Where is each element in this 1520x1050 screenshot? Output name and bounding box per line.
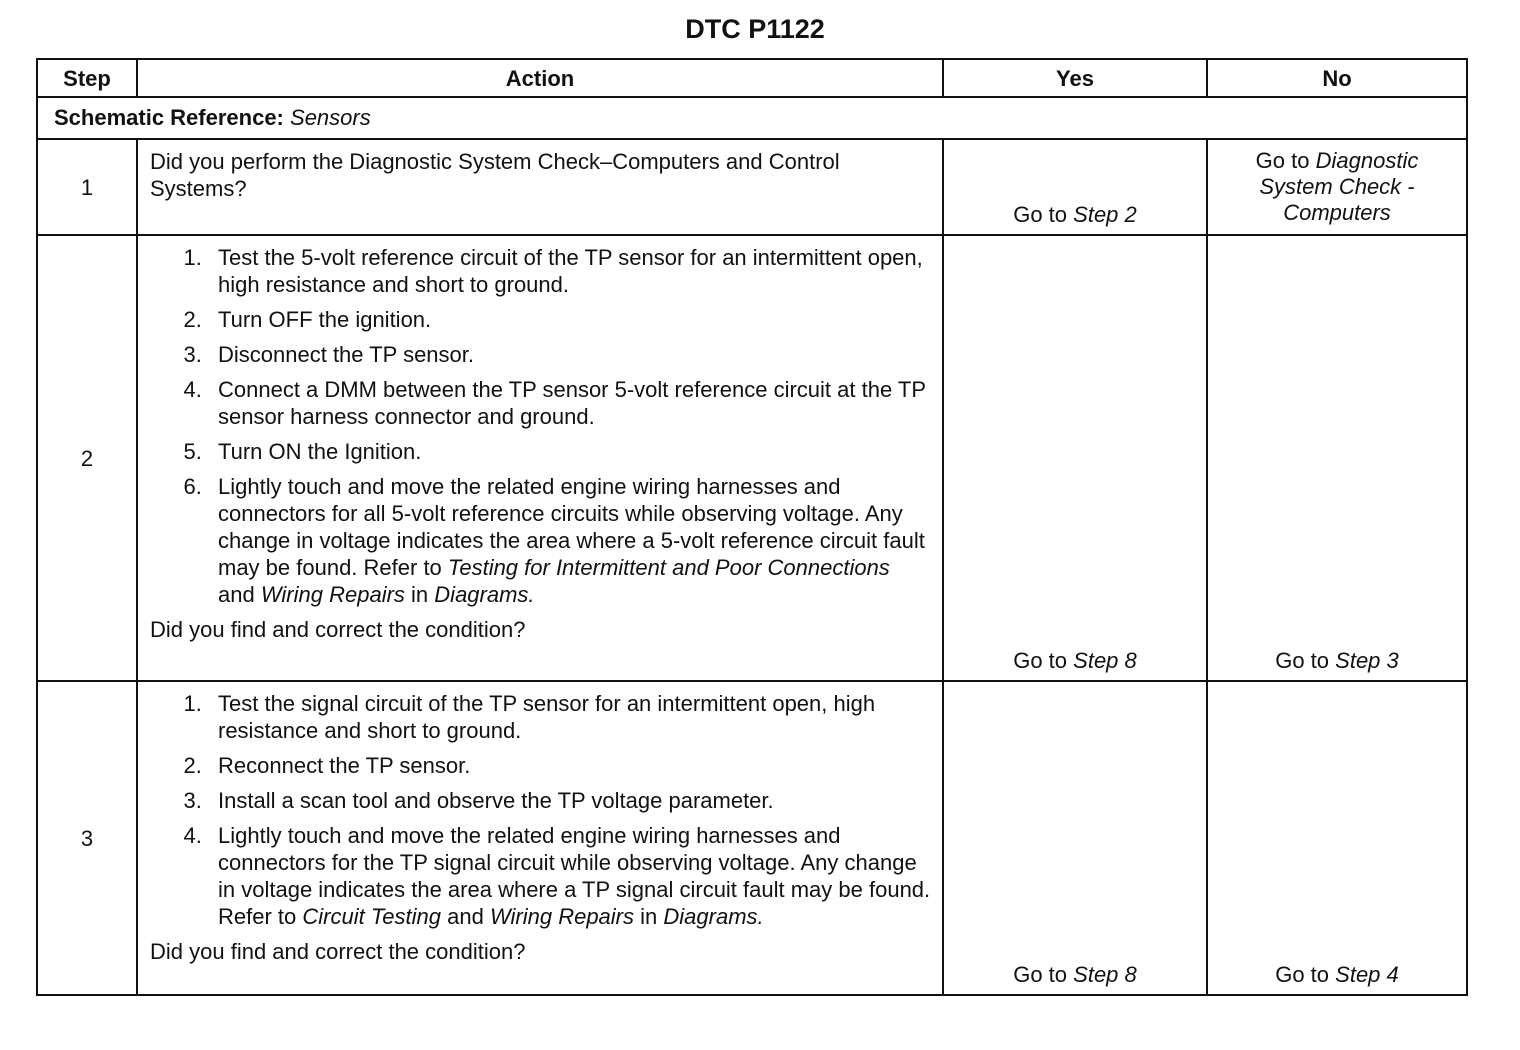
table-row [37,681,1467,995]
goto-target: Step 3 [1335,648,1399,673]
diagnostic-table [36,58,1468,996]
header-row [37,59,1467,97]
item-reference: Diagrams. [434,582,535,607]
goto-prefix: Go to [1255,148,1310,173]
list-item [208,822,932,930]
action-cell [137,235,943,681]
header-no: No [1207,59,1467,97]
list-item: 4. Connect a DMM between the TP sensor 5-volt reference circuit at the TP sensor harness connector and ground. [208,376,932,430]
step-number: 2 [37,235,137,681]
goto-prefix: Go to [1013,648,1068,673]
goto-target: Step 2 [1073,202,1137,227]
goto-target: System Check - [1259,174,1415,199]
no-cell [1207,681,1467,995]
yes-cell [943,139,1207,235]
list-item: 1. Test the signal circuit of the TP sensor for an intermittent open, high resistance and short to ground. [208,690,932,744]
goto-prefix: Go to [1275,962,1330,987]
header-step: Step [37,59,137,97]
no-goto [1208,140,1466,226]
item-text: in [640,904,658,929]
item-text: in [411,582,429,607]
item-text: and [218,582,255,607]
schematic-reference [37,97,1467,139]
item-text: and [447,904,484,929]
list-item: 3. Disconnect the TP sensor. [208,341,932,368]
step-question: Did you find and correct the condition? [150,939,526,964]
step-question: Did you find and correct the condition? [150,617,526,642]
item-text: Lightly touch and move the related engine wiring harnesses and connectors for the TP signal circuit while observing voltage. Any change in voltage indicates the area where a TP signal circuit fault may be found. Refer to [218,823,931,929]
item-reference: Circuit Testing [302,904,441,929]
list-item [208,473,932,608]
item-reference: Testing for Intermittent and Poor Connections [447,555,890,580]
goto-target: Step 8 [1073,648,1137,673]
goto-target: Step 8 [1073,962,1137,987]
yes-cell [943,235,1207,681]
list-item: 5. Turn ON the Ignition. [208,438,932,465]
table-row [37,235,1467,681]
action-cell [137,681,943,995]
goto-target: Step 4 [1335,962,1399,987]
header-yes: Yes [943,59,1207,97]
no-cell [1207,139,1467,235]
list-item: 2. Turn OFF the ignition. [208,306,932,333]
table-row [37,139,1467,235]
action-list [150,690,932,930]
action-list [150,244,932,608]
goto-prefix: Go to [1013,962,1068,987]
step-number: 1 [37,139,137,235]
list-item: 1. Test the 5-volt reference circuit of the TP sensor for an intermittent open, high resistance and short to ground. [208,244,932,298]
schematic-value: Sensors [290,105,371,130]
goto-prefix: Go to [1275,648,1330,673]
schematic-label: Schematic Reference: [54,105,284,130]
list-item: 2. Reconnect the TP sensor. [208,752,932,779]
goto-target: Diagnostic [1315,148,1419,173]
no-goto [1208,647,1466,674]
header-action: Action [137,59,943,97]
yes-goto [944,201,1206,228]
item-reference: Wiring Repairs [489,904,635,929]
no-cell [1207,235,1467,681]
yes-cell [943,681,1207,995]
item-reference: Diagrams. [663,904,764,929]
step-question: Did you perform the Diagnostic System Check–Computers and Control Systems? [150,149,840,201]
goto-prefix: Go to [1013,202,1068,227]
action-cell [137,139,943,235]
schematic-row [37,97,1467,139]
no-goto [1208,961,1466,988]
yes-goto [944,647,1206,674]
yes-goto [944,961,1206,988]
goto-target: Computers [1283,200,1391,225]
item-reference: Wiring Repairs [260,582,405,607]
item-text: Lightly touch and move the related engine wiring harnesses and connectors for all 5-volt reference circuits while observing voltage. Any change in voltage indicates the area where a 5-volt reference circuit fault may be found. Refer to [218,474,925,580]
step-number: 3 [37,681,137,995]
page-title: DTC P1122 [685,14,825,44]
list-item: 3. Install a scan tool and observe the TP voltage parameter. [208,787,932,814]
